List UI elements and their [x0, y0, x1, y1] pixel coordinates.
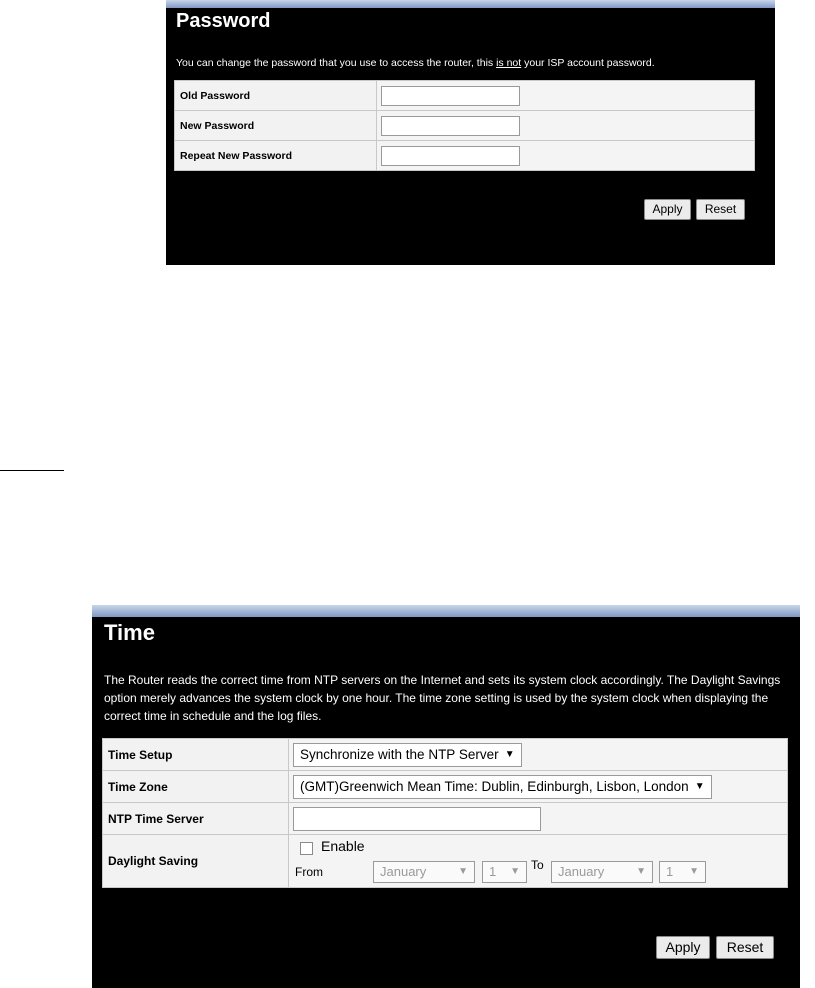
chevron-down-icon: ▼	[689, 866, 699, 877]
to-month-select[interactable]	[551, 861, 653, 883]
enable-label: Enable	[321, 838, 365, 854]
table-row	[175, 141, 755, 171]
chevron-down-icon: ▼	[636, 866, 646, 877]
time-panel	[92, 605, 800, 988]
table-row	[175, 111, 755, 141]
to-day-select[interactable]	[659, 861, 706, 883]
table-row	[103, 803, 788, 835]
daylight-saving-controls	[293, 835, 787, 887]
new-password-cell	[377, 111, 755, 141]
password-title: Password	[176, 10, 271, 32]
from-month-select[interactable]	[373, 861, 475, 883]
from-day-value: 1	[489, 864, 497, 879]
desc-emphasis: is not	[496, 57, 522, 69]
panel-header-bar	[92, 605, 800, 617]
time-zone-cell	[289, 771, 788, 803]
time-apply-button[interactable]: Apply	[656, 936, 710, 959]
repeat-password-label: Repeat New Password	[175, 141, 377, 171]
password-apply-button[interactable]: Apply	[644, 199, 691, 220]
from-day-select[interactable]	[482, 861, 527, 883]
ntp-server-cell	[289, 803, 788, 835]
ntp-server-label: NTP Time Server	[103, 803, 289, 835]
time-setup-cell	[289, 739, 788, 771]
time-setup-label: Time Setup	[103, 739, 289, 771]
new-password-input[interactable]	[381, 116, 520, 136]
password-reset-button[interactable]: Reset	[696, 199, 745, 220]
daylight-saving-label: Daylight Saving	[103, 835, 289, 888]
from-label: From	[295, 865, 323, 879]
password-form-table	[174, 80, 755, 171]
chevron-down-icon: ▼	[504, 748, 515, 760]
time-description: The Router reads the correct time from NTP servers on the Internet and sets its system clock accordingly. The Daylight Savings option merely advances the system clock by one hour. The time zone setting is used by the system clock when displaying the correct time in schedule and the log files.	[104, 673, 781, 723]
separator-line	[0, 470, 64, 471]
time-zone-select[interactable]	[293, 775, 712, 799]
desc-text-2: your ISP account password.	[521, 57, 655, 69]
table-row	[175, 81, 755, 111]
repeat-password-cell	[377, 141, 755, 171]
time-reset-button[interactable]: Reset	[716, 936, 774, 959]
time-setup-select[interactable]	[293, 743, 522, 767]
to-day-value: 1	[666, 864, 674, 879]
table-row	[103, 771, 788, 803]
panel-header-bar	[166, 0, 775, 8]
chevron-down-icon: ▼	[510, 866, 520, 877]
old-password-cell	[377, 81, 755, 111]
old-password-label: Old Password	[175, 81, 377, 111]
new-password-label: New Password	[175, 111, 377, 141]
time-setup-value: Synchronize with the NTP Server	[300, 746, 499, 762]
old-password-input[interactable]	[381, 86, 520, 106]
desc-text-1: You can change the password that you use to access the router, this	[176, 57, 497, 69]
enable-checkbox[interactable]	[300, 842, 313, 855]
time-form-table	[102, 738, 788, 888]
table-row	[103, 739, 788, 771]
chevron-down-icon: ▼	[694, 780, 705, 792]
daylight-saving-cell	[289, 835, 788, 888]
time-title: Time	[104, 620, 155, 645]
ntp-server-input[interactable]	[293, 807, 541, 831]
time-zone-label: Time Zone	[103, 771, 289, 803]
password-description	[176, 57, 655, 69]
from-month-value: January	[380, 864, 427, 879]
password-panel	[166, 0, 775, 265]
time-zone-value: (GMT)Greenwich Mean Time: Dublin, Edinburgh, Lisbon, London	[300, 778, 689, 794]
repeat-password-input[interactable]	[381, 146, 520, 166]
to-label: To	[531, 858, 544, 872]
to-month-value: January	[558, 864, 605, 879]
chevron-down-icon: ▼	[458, 866, 468, 877]
table-row	[103, 835, 788, 888]
